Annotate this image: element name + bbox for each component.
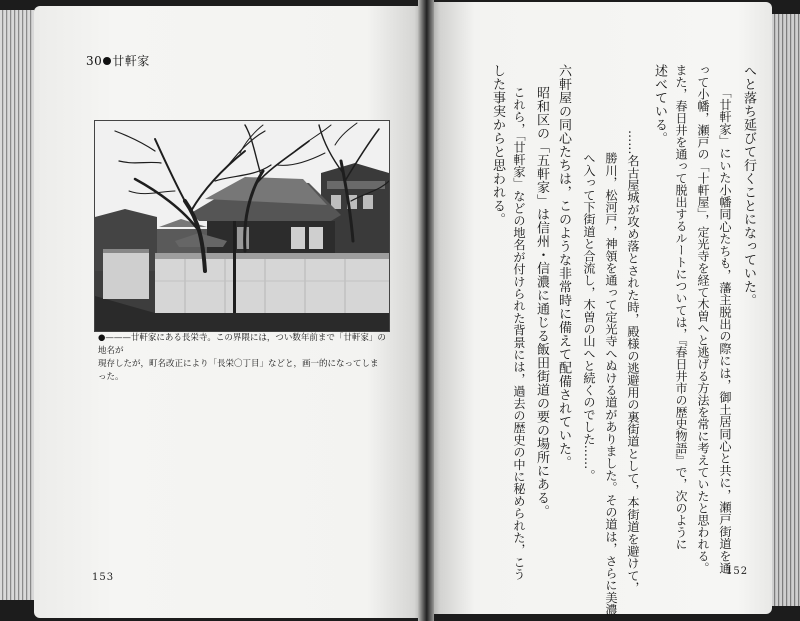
body-column: 述べている。: [652, 64, 667, 145]
right-page-number: 152: [726, 566, 749, 577]
left-page-edges: [0, 10, 38, 600]
quoted-column: 勝川，松河戸，神領を通って定光寺へぬける道がありました。その道は，さらに美濃: [604, 152, 618, 616]
bullet-icon: [103, 57, 111, 65]
quoted-column: ……名古屋城が攻め落とされた時，殿様の逃避用の裏街道として，本街道を避けて，: [626, 130, 640, 594]
caption-line: ●———廿軒家にある長栄寺。この界隈には，つい数年前まで「廿軒家」の地名が: [98, 333, 386, 356]
body-column: 昭和区の「五軒家」は信州・信濃に通じる飯田街道の要の場所にある。: [534, 86, 549, 518]
book-gutter: [418, 0, 434, 621]
body-column: 六軒屋の同心たちは，このような非常時に備えて配備されていた。: [556, 64, 571, 469]
chapter-number: 30: [86, 54, 103, 68]
running-head: [86, 52, 150, 69]
temple-photo: [94, 120, 390, 332]
body-column: へと落ち延びて行くことになっていた。: [741, 64, 756, 307]
body-column: また，春日井を通って脱出するルートについては，『春日井市の歴史物語』で，次のように: [674, 64, 688, 550]
body-column: した事実からと思われる。: [490, 64, 505, 226]
body-column: これら，「廿軒家」などの地名が付けられた背景には，過去の歴史の中に秘められた，こう: [512, 86, 526, 581]
caption-line: 現存したが，町名改正により「長栄〇丁目」などと，画一的になってしまった。: [98, 359, 379, 382]
quoted-column: へ入って下街道と合流し，木曽の山へと続くのでした……。: [582, 152, 596, 482]
photo-caption: [98, 332, 386, 384]
left-page-number: 153: [92, 572, 115, 583]
body-column: 「廿軒家」にいた小幡同心たちも，藩主脱出の際には，御土居同心と共に，瀬戸街道を通: [718, 86, 732, 574]
chapter-title: 廿軒家: [112, 54, 150, 68]
temple-photo-graphic: [95, 121, 389, 331]
body-column: って小幡，瀬戸の「十軒屋」，定光寺を経て木曽へと逃げる方法を常に考えていたと思われる。: [696, 64, 710, 574]
